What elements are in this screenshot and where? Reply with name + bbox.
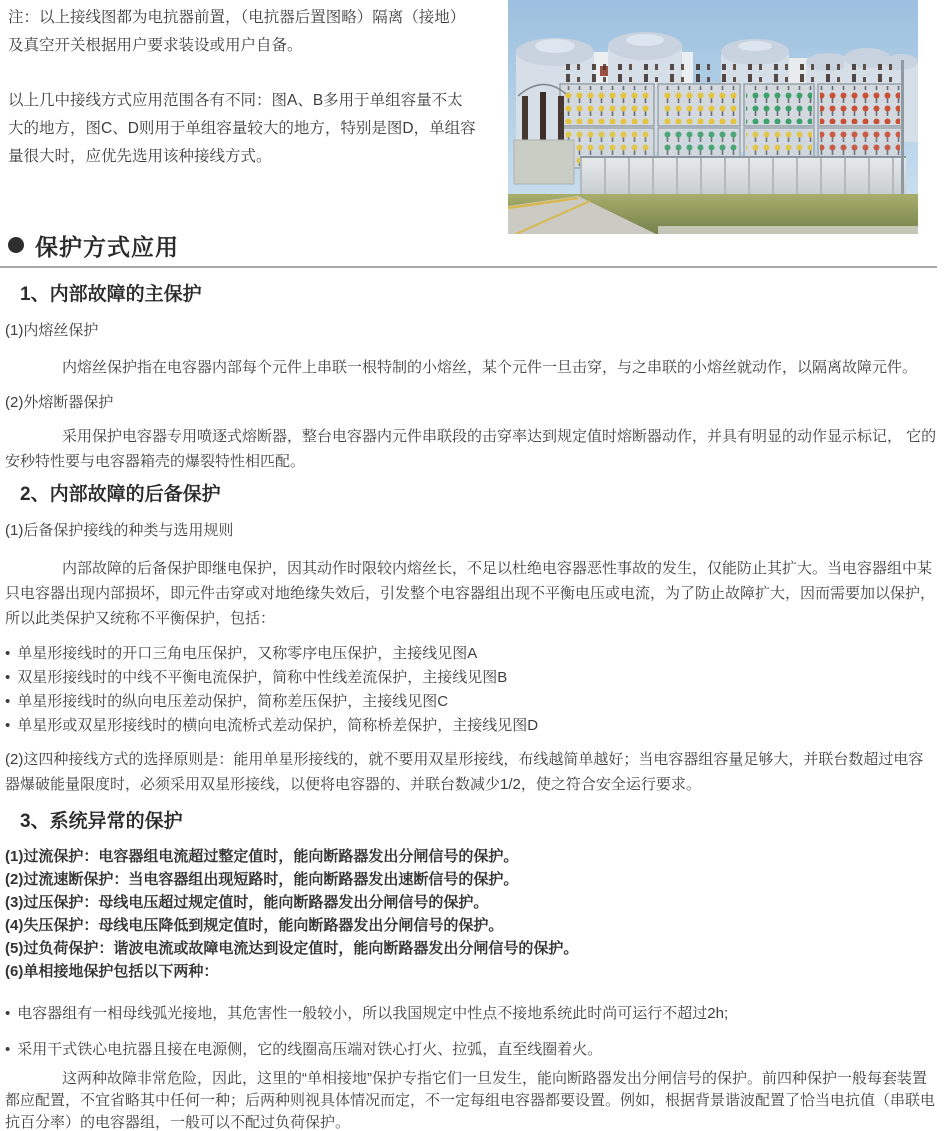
section-2-bullet-list: [5, 642, 937, 738]
section-1-heading: 1、内部故障的主保护: [20, 284, 202, 305]
section-3-bullet-2: [5, 1038, 937, 1061]
section-2-para-2: (2)这四种接线方式的选择原则是：能用单星形接线的，就不要用双星形接线，布线越简单越好；当电容器组容量足够大，并联台数超过电容器爆破能量限度时，必须采用双星形接线，以便将电容器的、并联台数减少1/2，使之符合安全运行要求。: [5, 751, 924, 793]
list-item-text: 单星形接线时的纵向电压差动保护，简称差压保护，主接线见图C: [17, 693, 449, 710]
section-1-para-2: 采用保护电容器专用喷逐式熔断器，整台电容器内元件串联段的击穿率达到规定值时熔断器动作，并具有明显的动作显示标记， 它的安秒特性要与电容器箱壳的爆裂特性相匹配。: [5, 428, 937, 470]
section-2-para-1: 内部故障的后备保护即继电保护，因其动作时限较内熔丝长，不足以杜绝电容器恶性事故的发生，仅能防止其扩大。当电容器组中某只电容器出现内部损坏，即元件击穿或对地绝缘失效后，引发整个电容器组出现不平衡电压或电流，为了防止故障扩大，因而需要加以保护，所以此类保护又统称不平衡保护，包括：: [5, 560, 936, 627]
list-item: [5, 666, 937, 690]
protection-item: (4)失压保护：母线电压降低到规定值时，能向断路器发出分闸信号的保护。: [5, 917, 504, 934]
list-item: [5, 642, 937, 666]
list-item-text: 单星形或双星形接线时的横向电流桥式差动保护，简称桥差保护，主接线见图D: [17, 717, 539, 734]
bullet-icon: •: [5, 1041, 11, 1058]
bullet-icon: •: [5, 1005, 11, 1022]
section-3-closing-para: 这两种故障非常危险，因此，这里的“单相接地”保护专指它们一旦发生，能向断路器发出分闸信号的保护。前四种保护一般每套装置都应配置，不宜省略其中任何一种；后两种则视具体情况而定，不一定每组电容器都要设置。例如，根据背景谐波配置了恰当电抗值（串联电抗百分率）的电容器组，一般可以不配过负荷保护。: [5, 1070, 936, 1131]
bullet-icon: •: [5, 669, 11, 686]
bullet-icon: •: [5, 717, 11, 734]
capacitor-bank-photo: [508, 0, 918, 234]
header-divider: [0, 266, 937, 268]
protection-item: (6)单相接地保护包括以下两种：: [5, 963, 219, 980]
section-1-sub-1: (1)内熔丝保护: [5, 322, 99, 339]
note-paragraph-2: 以上几中接线方式应用范围各有不同：图A、B多用于单组容量不太大的地方，图C、D则用于单组容量较大的地方，特别是图D，单组容量很大时，应优先选用该种接线方式。: [8, 92, 476, 165]
section-bullet-icon: [8, 237, 24, 253]
list-item-text: 电容器组有一相母线弧光接地，其危害性一般较小，所以我国规定中性点不接地系统此时尚可运行不超过2h;: [17, 1005, 729, 1022]
photo-bushings: [560, 64, 904, 82]
list-item-text: 单星形接线时的开口三角电压保护，又称零序电压保护，主接线见图A: [17, 645, 478, 662]
page-title: 保护方式应用: [35, 233, 179, 260]
note-paragraph-1: 注：以上接线图都为电抗器前置，（电抗器后置图略）隔离（接地）及真空开关根据用户要求装设或用户自备。: [8, 9, 466, 54]
list-item-text: 采用干式铁心电抗器且接在电源侧，它的线圈高压端对铁心打火、拉弧，直至线圈着火。: [17, 1041, 603, 1058]
section-1-para-1: 内熔丝保护指在电容器内部每个元件上串联一根特制的小熔丝，某个元件一旦击穿，与之串联的小熔丝就动作，以隔离故障元件。: [62, 359, 918, 376]
protection-item: (1)过流保护：电容器组电流超过整定值时，能向断路器发出分闸信号的保护。: [5, 848, 519, 865]
wiring-notes: [8, 4, 476, 171]
protection-item: (5)过负荷保护：谐波电流或故障电流达到设定值时，能向断路器发出分闸信号的保护。: [5, 940, 579, 957]
bullet-icon: •: [5, 693, 11, 710]
photo-capacitor-racks-upper: [560, 84, 902, 126]
section-3-bullet-1: [5, 1002, 937, 1025]
section-2-sub-1: (1)后备保护接线的种类与选用规则: [5, 522, 234, 539]
list-item: [5, 714, 937, 738]
protection-item: (3)过压保护：母线电压超过规定值时，能向断路器发出分闸信号的保护。: [5, 894, 489, 911]
list-item-text: 双星形接线时的中线不平衡电流保护，简称中性线差流保护，主接线见图B: [17, 669, 508, 686]
list-item: [5, 690, 937, 714]
section-header: [0, 230, 950, 260]
section-1-sub-2: (2)外熔断器保护: [5, 394, 114, 411]
protection-item: (2)过流速断保护：当电容器组出现短路时，能向断路器发出速断信号的保护。: [5, 871, 519, 888]
section-3-protection-list: [5, 845, 937, 983]
capacitor-bank-photo-svg: [508, 0, 918, 234]
section-3-heading: 3、系统异常的保护: [20, 811, 183, 832]
bullet-icon: •: [5, 645, 11, 662]
section-2-heading: 2、内部故障的后备保护: [20, 484, 221, 505]
document-body: [0, 230, 950, 1131]
